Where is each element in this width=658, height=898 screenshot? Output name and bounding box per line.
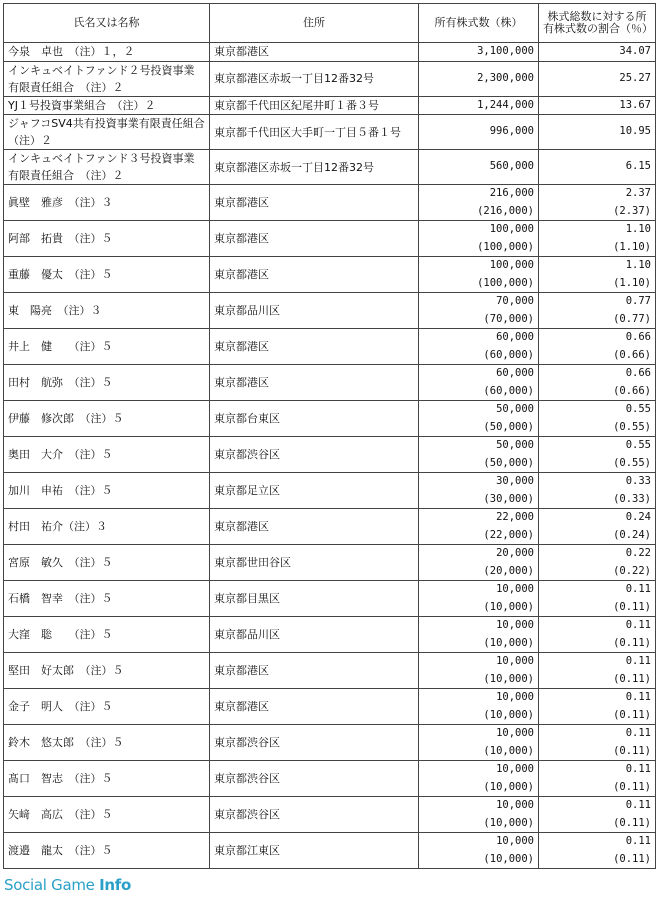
shares-value: 50,000 [496,403,534,415]
shareholder-name: 石橋 智幸 （注）５ [4,581,210,617]
ratio-cell [539,437,656,473]
ratio-value: 0.24 [625,511,651,523]
shareholder-name: 矢﨑 高広 （注）５ [4,797,210,833]
shareholder-address: 東京都渋谷区 [210,761,419,797]
ratio-sub-value: (0.55) [613,420,651,433]
shares-cell [419,509,539,545]
shares-value: 10,000 [496,655,534,667]
ratio-value: 0.66 [625,367,651,379]
ratio-sub-value: (2.37) [613,204,651,217]
ratio-cell [539,545,656,581]
shares-cell [419,115,539,150]
ratio-sub-value: (0.11) [613,744,651,757]
ratio-sub-value: (0.22) [613,564,651,577]
table-row [4,401,656,437]
table-row [4,617,656,653]
ratio-value: 0.55 [625,403,651,415]
shares-value: 996,000 [489,125,534,138]
table-row [4,257,656,293]
header-address: 住所 [210,4,419,43]
shareholder-address: 東京都渋谷区 [210,797,419,833]
shareholder-name: 阿部 拓貴 （注）５ [4,221,210,257]
ratio-value: 0.55 [625,439,651,451]
shares-sub-value: (50,000) [483,456,534,469]
ratio-sub-value: (0.11) [613,636,651,649]
shares-cell [419,150,539,185]
shares-cell [419,473,539,509]
shares-sub-value: (216,000) [477,204,534,217]
shares-sub-value: (60,000) [483,384,534,397]
shares-value: 10,000 [496,727,534,739]
shares-value: 22,000 [496,511,534,523]
ratio-value: 0.22 [625,547,651,559]
table-row [4,61,656,96]
ratio-cell [539,185,656,221]
ratio-sub-value: (0.11) [613,672,651,685]
ratio-sub-value: (0.77) [613,312,651,325]
table-row [4,221,656,257]
shares-value: 50,000 [496,439,534,451]
shares-value: 20,000 [496,547,534,559]
ratio-value: 0.11 [625,835,651,847]
shares-cell [419,617,539,653]
table-row [4,96,656,115]
shares-value: 2,300,000 [477,71,534,84]
shares-cell [419,257,539,293]
ratio-cell [539,617,656,653]
shares-cell [419,653,539,689]
ratio-cell [539,509,656,545]
shares-value: 30,000 [496,475,534,487]
shareholder-name: 奥田 大介 （注）５ [4,437,210,473]
shareholder-name: インキュベイトファンド２号投資事業有限責任組合 （注）２ [4,61,210,96]
shareholder-name: インキュベイトファンド３号投資事業有限責任組合 （注）２ [4,150,210,185]
ratio-cell [539,797,656,833]
ratio-sub-value: (0.11) [613,816,651,829]
ratio-value: 0.11 [625,655,651,667]
ratio-value: 0.11 [625,691,651,703]
shares-sub-value: (100,000) [477,276,534,289]
shareholder-address: 東京都港区 [210,329,419,365]
shares-value: 60,000 [496,331,534,343]
shareholder-name: YJ１号投資事業組合 （注）２ [4,96,210,115]
ratio-value: 0.11 [625,727,651,739]
ratio-value: 25.27 [619,71,651,84]
table-header-row [4,4,656,43]
table-row [4,473,656,509]
shareholder-address: 東京都港区 [210,509,419,545]
ratio-cell [539,401,656,437]
shareholder-name: 井上 健 （注）５ [4,329,210,365]
shareholder-name: 金子 明人 （注）５ [4,689,210,725]
ratio-sub-value: (0.11) [613,780,651,793]
shareholders-table [3,3,656,869]
table-row [4,115,656,150]
ratio-cell [539,43,656,62]
ratio-cell [539,473,656,509]
header-name: 氏名又は名称 [4,4,210,43]
shares-cell [419,833,539,869]
shareholder-address: 東京都品川区 [210,617,419,653]
shareholder-address: 東京都足立区 [210,473,419,509]
table-row [4,653,656,689]
shareholder-address: 東京都千代田区紀尾井町１番３号 [210,96,419,115]
shares-sub-value: (10,000) [483,852,534,865]
shares-value: 10,000 [496,763,534,775]
table-row [4,365,656,401]
shareholder-address: 東京都港区 [210,257,419,293]
shares-sub-value: (10,000) [483,780,534,793]
ratio-cell [539,150,656,185]
shares-value: 10,000 [496,583,534,595]
ratio-cell [539,257,656,293]
ratio-value: 34.07 [619,45,651,57]
shareholder-address: 東京都港区 [210,221,419,257]
shares-cell [419,185,539,221]
ratio-sub-value: (0.11) [613,600,651,613]
shareholder-name: 村田 祐介（注）３ [4,509,210,545]
shares-sub-value: (10,000) [483,708,534,721]
shareholder-address: 東京都港区赤坂一丁目12番32号 [210,61,419,96]
shareholder-address: 東京都渋谷区 [210,725,419,761]
shares-value: 3,100,000 [477,45,534,57]
shareholder-address: 東京都江東区 [210,833,419,869]
ratio-cell [539,61,656,96]
shares-value: 10,000 [496,691,534,703]
ratio-cell [539,833,656,869]
shareholder-name: ジャフコSV4共有投資事業有限責任組合 （注）２ [4,115,210,150]
shareholder-name: 田村 航弥 （注）５ [4,365,210,401]
ratio-value: 6.15 [625,160,651,173]
table-row [4,437,656,473]
shareholder-address: 東京都千代田区大手町一丁目５番１号 [210,115,419,150]
shares-cell [419,761,539,797]
shares-cell [419,581,539,617]
shares-sub-value: (30,000) [483,492,534,505]
shares-value: 10,000 [496,619,534,631]
ratio-sub-value: (0.11) [613,852,651,865]
ratio-value: 13.67 [619,98,651,111]
ratio-cell [539,115,656,150]
shareholder-address: 東京都港区 [210,365,419,401]
shares-cell [419,437,539,473]
ratio-value: 1.10 [625,259,651,271]
ratio-cell [539,365,656,401]
shares-value: 70,000 [496,295,534,307]
shares-value: 1,244,000 [477,98,534,111]
shareholder-address: 東京都港区 [210,653,419,689]
shares-sub-value: (100,000) [477,240,534,253]
ratio-sub-value: (1.10) [613,240,651,253]
ratio-value: 0.11 [625,763,651,775]
shares-cell [419,401,539,437]
watermark-text-info: Info [99,876,131,894]
shares-cell [419,329,539,365]
table-row [4,833,656,869]
shares-cell [419,725,539,761]
shares-sub-value: (10,000) [483,744,534,757]
shareholder-address: 東京都世田谷区 [210,545,419,581]
shares-value: 10,000 [496,799,534,811]
table-row [4,293,656,329]
shares-cell [419,43,539,62]
ratio-cell [539,96,656,115]
shares-value: 100,000 [489,223,534,235]
shareholder-name: 加川 申祐 （注）５ [4,473,210,509]
shares-sub-value: (60,000) [483,348,534,361]
shareholder-name: 大窪 聡 （注）５ [4,617,210,653]
shareholder-address: 東京都港区 [210,43,419,62]
shares-value: 60,000 [496,367,534,379]
shares-cell [419,545,539,581]
ratio-value: 0.11 [625,583,651,595]
ratio-sub-value: (0.11) [613,708,651,721]
shareholder-name: 今泉 卓也 （注）１，２ [4,43,210,62]
shareholder-address: 東京都港区赤坂一丁目12番32号 [210,150,419,185]
ratio-sub-value: (1.10) [613,276,651,289]
table-row [4,329,656,365]
shareholder-name: 東 陽亮 （注）３ [4,293,210,329]
table-body [4,43,656,869]
ratio-sub-value: (0.66) [613,348,651,361]
table-row [4,185,656,221]
ratio-cell [539,725,656,761]
ratio-sub-value: (0.55) [613,456,651,469]
table-row [4,797,656,833]
shareholder-name: 髙口 智志 （注）５ [4,761,210,797]
shares-sub-value: (10,000) [483,600,534,613]
ratio-sub-value: (0.33) [613,492,651,505]
ratio-value: 0.33 [625,475,651,487]
shareholder-name: 伊藤 修次郎 （注）５ [4,401,210,437]
shares-cell [419,293,539,329]
shares-value: 10,000 [496,835,534,847]
table-row [4,725,656,761]
shares-value: 560,000 [489,160,534,173]
shares-sub-value: (20,000) [483,564,534,577]
table-row [4,43,656,62]
shareholder-address: 東京都港区 [210,689,419,725]
ratio-cell [539,293,656,329]
watermark [4,876,131,894]
shares-cell [419,96,539,115]
shareholder-name: 堅田 好太郎 （注）５ [4,653,210,689]
ratio-value: 2.37 [625,187,651,199]
shares-sub-value: (10,000) [483,672,534,685]
shareholder-name: 重藤 優太 （注）５ [4,257,210,293]
shareholder-address: 東京都港区 [210,185,419,221]
ratio-cell [539,689,656,725]
shareholder-name: 渡邉 龍太 （注）５ [4,833,210,869]
shareholder-name: 宮原 敏久 （注）５ [4,545,210,581]
ratio-sub-value: (0.66) [613,384,651,397]
shares-sub-value: (70,000) [483,312,534,325]
header-ratio: 株式総数に対する所有株式数の割合（％） [539,4,656,43]
ratio-value: 1.10 [625,223,651,235]
table-row [4,581,656,617]
shares-value: 216,000 [489,187,534,199]
shareholder-address: 東京都品川区 [210,293,419,329]
ratio-cell [539,653,656,689]
ratio-cell [539,761,656,797]
shareholder-name: 眞壁 雅彦 （注）３ [4,185,210,221]
shareholder-address: 東京都目黒区 [210,581,419,617]
shares-cell [419,797,539,833]
shares-sub-value: (10,000) [483,816,534,829]
ratio-value: 0.66 [625,331,651,343]
table-row [4,150,656,185]
shares-cell [419,365,539,401]
table-row [4,689,656,725]
ratio-value: 0.11 [625,799,651,811]
ratio-cell [539,581,656,617]
ratio-sub-value: (0.24) [613,528,651,541]
table-row [4,545,656,581]
table-row [4,509,656,545]
watermark-text-social-game: Social Game [4,876,100,894]
shareholder-address: 東京都渋谷区 [210,437,419,473]
shares-value: 100,000 [489,259,534,271]
shares-cell [419,61,539,96]
shares-sub-value: (22,000) [483,528,534,541]
shares-cell [419,689,539,725]
ratio-value: 0.77 [625,295,651,307]
ratio-value: 0.11 [625,619,651,631]
shares-cell [419,221,539,257]
ratio-cell [539,329,656,365]
header-shares: 所有株式数（株） [419,4,539,43]
shares-sub-value: (10,000) [483,636,534,649]
shares-sub-value: (50,000) [483,420,534,433]
shareholder-name: 鈴木 悠太郎 （注）５ [4,725,210,761]
table-row [4,761,656,797]
shareholder-address: 東京都台東区 [210,401,419,437]
ratio-value: 10.95 [619,125,651,138]
ratio-cell [539,221,656,257]
